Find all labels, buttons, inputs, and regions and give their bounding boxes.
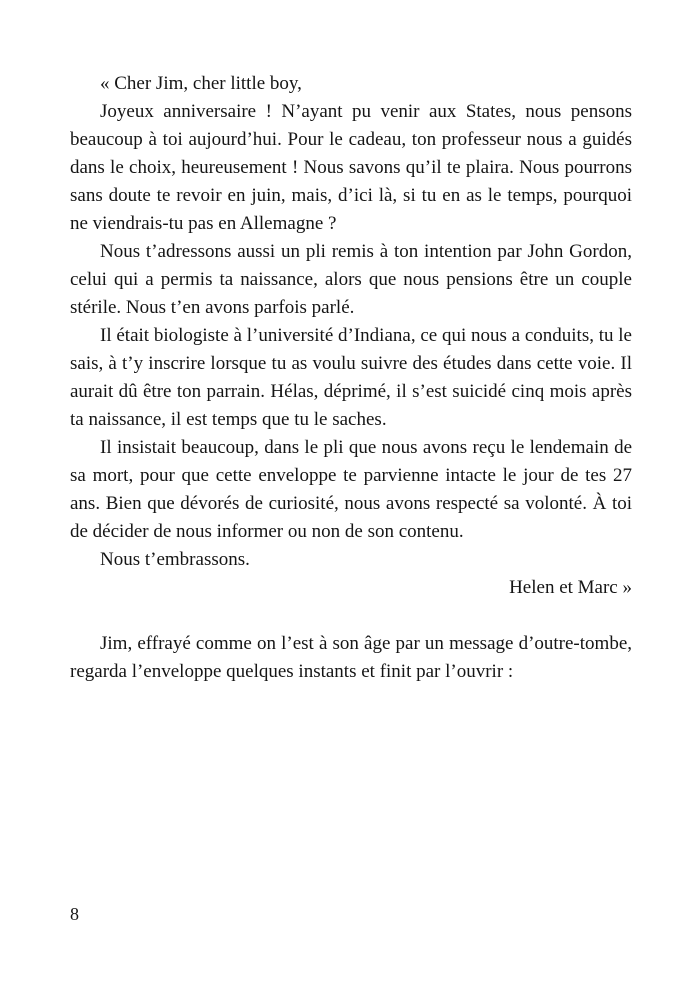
narrative-paragraph: Jim, effrayé comme on l’est à son âge par un message d’outre-tombe, regarda l’enveloppe quelques instants et finit par l’ouvrir : <box>70 633 632 682</box>
letter-paragraph: Joyeux anniversaire ! N’ayant pu venir aux States, nous pensons beaucoup à toi aujourd’hui. Pour le cadeau, ton professeur nous a guidés dans le choix, heureusement ! Nous savons qu’il te plaira. Nous pourrons sans doute te revoir en juin, mais, d’ici là, si tu en as le temps, pourquoi ne viendrais-tu pas en Allemagne ? <box>70 101 632 234</box>
letter-paragraph: Il insistait beaucoup, dans le pli que nous avons reçu le lendemain de sa mort, pour que cette enveloppe te parvienne intacte le jour de tes 27 ans. Bien que dévorés de curiosité, nous avons respecté sa volonté. À toi de décider de nous informer ou non de son contenu. <box>70 437 632 542</box>
text-block <box>70 70 632 686</box>
letter-closing-line: Nous t’embrassons. <box>100 549 250 570</box>
letter-paragraph: Il était biologiste à l’université d’Indiana, ce qui nous a conduits, tu le sais, à t’y inscrire lorsque tu as voulu suivre des études dans cette voie. Il aurait dû être ton parrain. Hélas, déprimé, il s’est suicidé cinq mois après ta naissance, il est temps que tu le saches. <box>70 325 632 430</box>
letter-paragraph: Nous t’adressons aussi un pli remis à ton intention par John Gordon, celui qui a permis ta naissance, alors que nous pensions être un couple stérile. Nous t’en avons parfois parlé. <box>70 241 632 318</box>
letter-signature: Helen et Marc » <box>509 577 632 598</box>
letter-opening-line: « Cher Jim, cher little boy, <box>100 73 302 94</box>
page-number: 8 <box>70 904 79 924</box>
